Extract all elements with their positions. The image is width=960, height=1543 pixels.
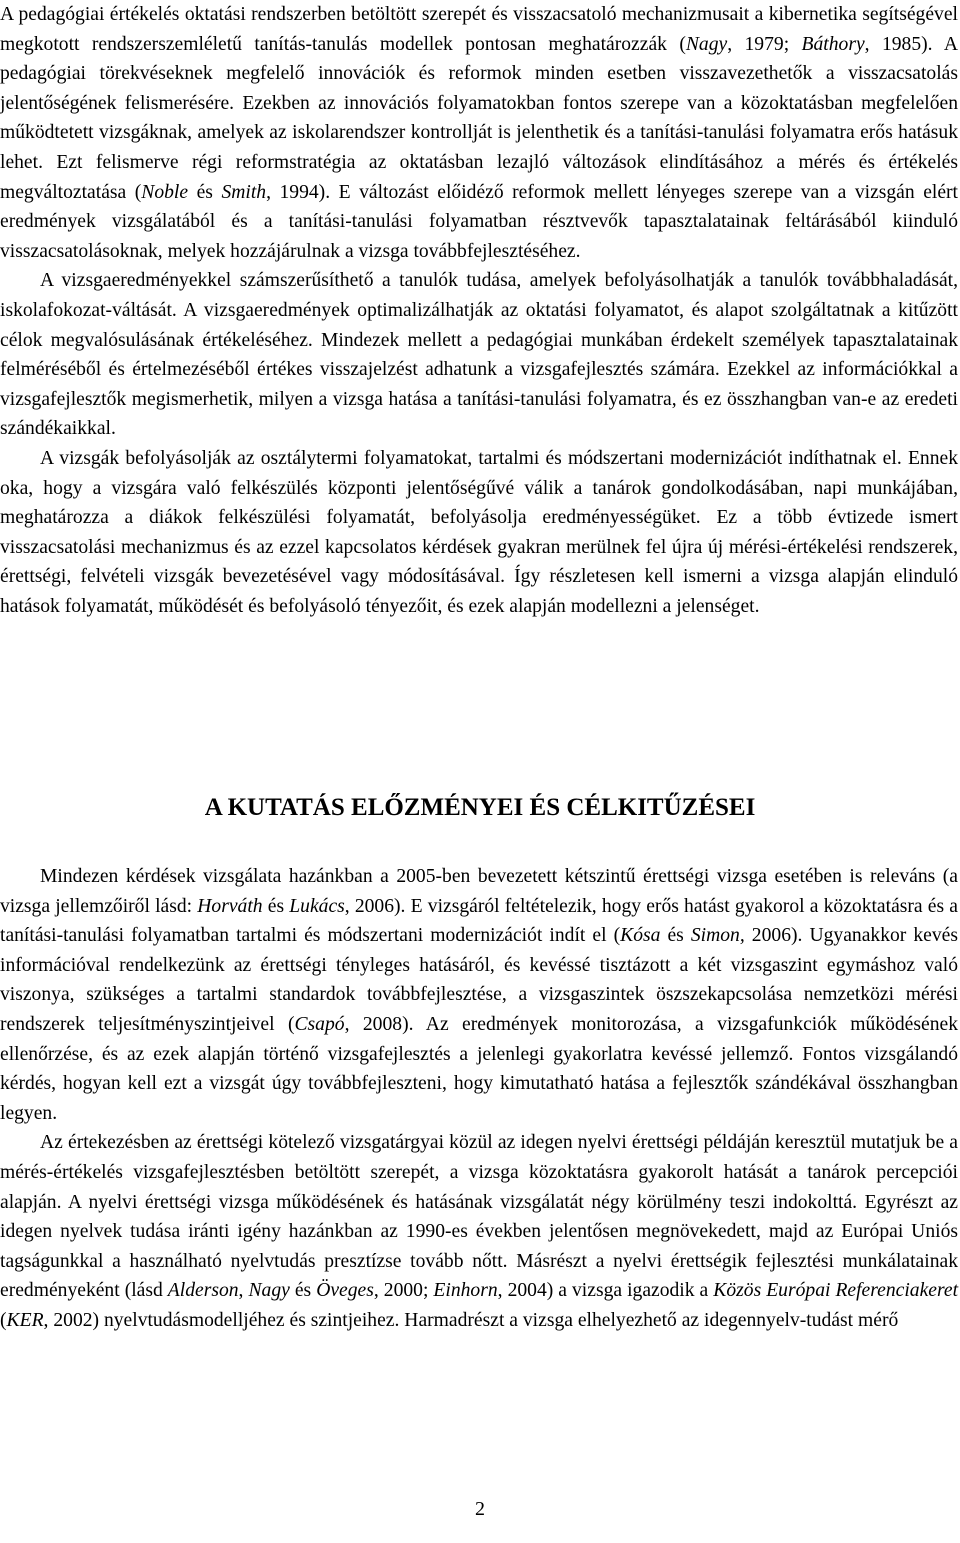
text-run: , 2004) a vizsga igazodik a: [497, 1280, 714, 1302]
text-run: , 2008). Az eredmények monitorozása, a vizsgafunkciók működésének ellenőrzése, és az ezek alapján történő vizsgafejlesztés a jelenlegi gyakorlatra kevéssé jellemző. Fontos vizsgálandó kérdés, hogyan kell ezt a vizsgát úgy továbbfejleszteni, hogy kimutatható hatása a fejlesztők szándékával összhangban legyen.: [0, 1013, 958, 1124]
citation-author: Lukács: [289, 895, 345, 917]
text-run: , 2000;: [373, 1280, 434, 1302]
text-run: , 1994). E változást előidéző reformok mellett lényeges szerepe van a vizsgán elért eredmények vizsgálatából és a tanítási-tanulási folyamatban résztvevők tapasztalatainak feltárásából kiinduló visszacsatolásoknak, melyek hozzájárulnak a vizsga továbbfejlesztéséhez.: [0, 181, 958, 262]
text-run: 2006). Ugyanakkor kevés információval rendelkezünk az érettségi tényleges hatásáról, és kevéssé tisztázott a két vizsgaszint egymáshoz való viszonya, szükséges a tartalmi standardok továbbfejlesztése, a vizsgaszintek öszszekapcsolása nemzetközi mérési rendszerek teljesítményszintjeivel (: [0, 925, 958, 1035]
citation-author: Noble: [141, 181, 189, 203]
citation-author: Báthory: [801, 33, 865, 55]
text-run: ,: [238, 1280, 249, 1302]
text-run: , 1979;: [727, 33, 802, 55]
section-heading: A KUTATÁS ELŐZMÉNYEI ÉS CÉLKITŰZÉSEI: [204, 794, 756, 821]
text-run: , 1985). A pedagógiai törekvéseknek megfelelő innovációk és reformok minden esetben visszavezethetők a visszacsatolás jelentőségének felismerésére. Ezekben az innovációs folyamatokban fontos szerepe van a közoktatásban megfelelően működtetett vizsgáknak, amelyek az iskolarendszer kontrollját is jelenthetik és a tanítási-tanulási folyamatra erős hatásuk lehet. Ezt felismerve régi reformstratégia az oktatásban lezajló változások elindításához a mérés és értékelés megváltoztatása (: [0, 33, 959, 203]
citation-abbreviation: KER: [6, 1309, 44, 1331]
citation-author: Simon,: [690, 925, 745, 947]
text-run: és: [289, 1280, 317, 1302]
page-number: 2: [475, 1498, 485, 1520]
paragraph-1: [0, 0, 958, 266]
paragraph-4: [0, 862, 958, 1128]
text-run: , 2006). E vizsgáról feltételezik, hogy erős hatást gyakorol a közoktatásra és a tanítási-tanulási folyamatban tartalmi és módszertani modernizációt indít el (: [0, 895, 958, 947]
citation-author: Alderson: [167, 1280, 239, 1302]
text-run: és: [188, 181, 222, 203]
citation-title: Közös Európai Referenciakeret: [713, 1280, 959, 1302]
paragraph-2: A vizsgaeredményekkel számszerűsíthető a tanulók tudása, amelyek befolyásolhatják a tanulók továbbhaladását, iskolafokozat-váltását. A vizsgaeredmények optimalizálhatják az oktatási folyamatot, és alapot szolgáltatnak a kitűzött célok megvalósulásának értékeléséhez. Mindezek mellett a pedagógiai munkában érdekelt személyek tapasztalatainak felméréséből és értelmezéséből értékes visszajelzést adhatunk a vizsgafejlesztés számára. Ezekkel az információkkal a vizsgafejlesztők megismerhetik, milyen a vizsga hatása a tanítási-tanulási folyamatra, és ez összhangban van-e az eredeti szándékaikkal.: [0, 270, 958, 440]
citation-author: Csapó: [294, 1013, 345, 1035]
text-run: és: [660, 925, 691, 947]
text-run: és: [262, 895, 290, 917]
text-run: Az értekezésben az érettségi kötelező vizsgatárgyai közül az idegen nyelvi érettségi példáján keresztül mutatjuk be a mérés-értékelés vizsgafejlesztésben betöltött szerepét, a vizsga közoktatásra gyakorolt hatását a tanárok percepciói alapján. A nyelvi érettségi vizsga működésének és hatásának vizsgálatát négy körülmény teszi indokolttá. Egyrészt az idegen nyelvek tudása iránti igény hazánkban az 1990-es években jelentősen megnövekedett, majd az Európai Uniós tagságunkkal a használható nyelvtudás presztízse tovább nőtt. Másrészt a nyelvi érettségik fejlesztési munkálatainak eredményeként (lásd: [0, 1132, 958, 1302]
citation-author: Smith: [221, 181, 267, 203]
body-text-block-1: [0, 0, 958, 621]
text-run: (: [0, 1309, 7, 1331]
citation-author: Öveges: [316, 1280, 374, 1302]
citation-author: Horváth: [197, 895, 263, 917]
citation-author: Nagy: [248, 1280, 290, 1302]
paragraph-3: A vizsgák befolyásolják az osztálytermi folyamatokat, tartalmi és módszertani modernizációt indíthatnak el. Ennek oka, hogy a vizsgára való felkészülés központi jelentőségűvé válik a tanárok gondolkodásában, napi munkájában, meghatározza a diákok felkészülési folyamatát, befolyásolja eredményességüket. Ez a több évtizede ismert visszacsatolási mechanizmus és az ezzel kapcsolatos kérdések gyakran merülnek fel újra új mérési-értékelési rendszerek, érettségi, felvételi vizsgák bevezetésével vagy módosításával. Így részletesen kell ismerni a vizsga alapján elinduló hatások folyamatát, működését és befolyásoló tényezőit, és ezek alapján modellezni a jelenséget.: [0, 447, 958, 617]
citation-author: Nagy: [685, 33, 728, 55]
text-run: A pedagógiai értékelés oktatási rendszerben betöltött szerepét és visszacsatoló mechanizmusait a kibernetika segítségével megkotott rendszerszemléletű tanítás-tanulás modellek pontosan meghatározzák (: [0, 4, 958, 55]
text-run: , 2002) nyelvtudásmodelljéhez és szintjeihez. Harmadrészt a vizsga elhelyezhető az idegennyelv-tudást mérő: [43, 1309, 899, 1331]
body-text-block-2: [0, 862, 958, 1336]
text-run: Mindezen kérdések vizsgálata hazánkban a 2005-ben bevezetett kétszintű érettségi vizsga esetében is releváns (a vizsga jellemzőiről lásd:: [0, 866, 958, 917]
citation-author: Kósa: [620, 925, 661, 947]
paragraph-5: [0, 1128, 958, 1335]
citation-author: Einhorn: [433, 1280, 498, 1302]
